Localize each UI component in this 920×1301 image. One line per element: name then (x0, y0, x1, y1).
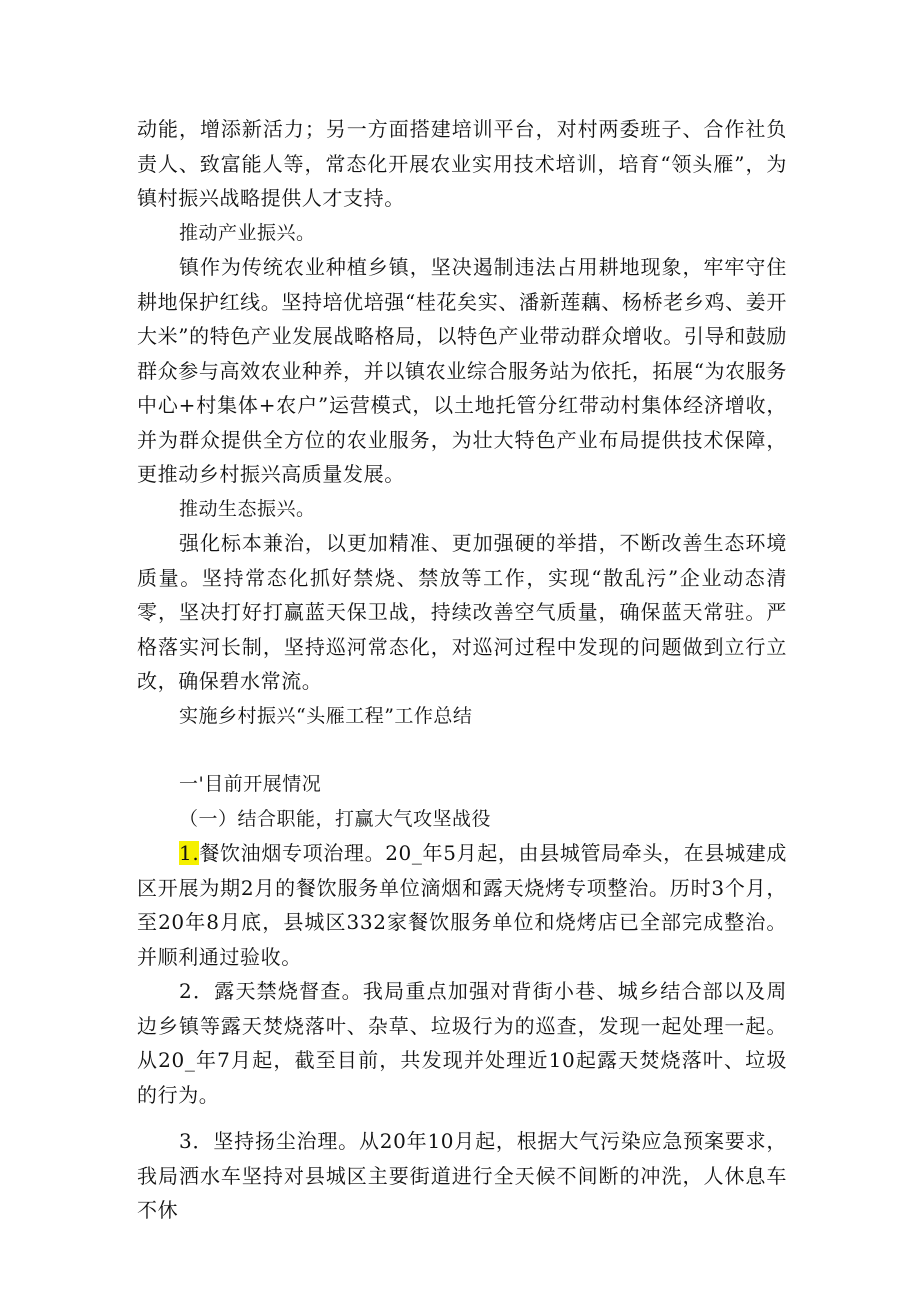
paragraph-talent-support: 动能，增添新活力；另一方面搭建培训平台，对村两委班子、合作社负责人、致富能人等，常态化开展农业实用技术培训，培育“领头雁”，为镇村振兴战略提供人才支持。 (137, 117, 787, 210)
paragraph-industry-revitalization: 镇作为传统农业种植乡镇，坚决遏制违法占用耕地现象，牢牢守住耕地保护红线。坚持培优培强“桂花矣实、潘新莲藕、杨桥老乡鸡、姜开大米”的特色产业发展战略格局，以特色产业带动群众增收。引导和鼓励群众参与高效农业种养，并以镇农业综合服务站为依托，拓展“为农服务中心+村集体+农户”运营模式，以土地托管分红带动村集体经济增收，并为群众提供全方位的农业服务，为壮大特色产业布局提供技术保障，更推动乡村振兴高质量发展。 (137, 255, 787, 486)
item-dust-control: 3．坚持扬尘治理。从20年10月起，根据大气污染应急预案要求，我局洒水车坚持对县城区主要街道进行全天候不间断的冲洗，人休息车不休 (137, 1129, 787, 1222)
item-oil-fume-text: 餐饮油烟专项治理。20_年5月起，由县城管局牵头，在县城建成区开展为期2月的餐饮服务单位滴烟和露天烧烤专项整治。历时3个月，至20年8月底，县城区332家餐饮服务单位和烧烤店已全部完成整治。并顺利通过验收。 (137, 841, 787, 969)
heading-industry-revitalization: 推动产业振兴。 (179, 221, 316, 244)
subsection-heading-air-campaign: （一）结合职能，打赢大气攻坚战役 (179, 807, 492, 830)
summary-title: 实施乡村振兴“头雁工程”工作总结 (179, 704, 473, 727)
heading-ecology-revitalization: 推动生态振兴。 (179, 497, 316, 520)
paragraph-ecology-revitalization: 强化标本兼治，以更加精准、更加强硬的举措，不断改善生态环境质量。坚持常态化抓好禁烧、禁放等工作，实现“散乱污”企业动态清零，坚决打好打赢蓝天保卫战，持续改善空气质量，确保蓝天常驻。严格落实河长制，坚持巡河常态化，对巡河过程中发现的问题做到立行立改，确保碧水常流。 (137, 531, 787, 693)
item-open-burning-inspection: 2．露天禁烧督查。我局重点加强对背街小巷、城乡结合部以及周边乡镇等露天焚烧落叶、杂草、垃圾行为的巡查，发现一起处理一起。从20_年7月起，截至目前，共发现并处理近10起露天焚烧落叶、垃圾的行为。 (137, 979, 787, 1107)
section-heading-current-status: 一'目前开展情况 (179, 773, 322, 795)
item-oil-fume-treatment (137, 836, 787, 974)
item-number-highlight: 1. (179, 841, 200, 865)
item-spacer (137, 1112, 787, 1124)
section-spacer (137, 733, 787, 767)
document-body (137, 112, 787, 1228)
